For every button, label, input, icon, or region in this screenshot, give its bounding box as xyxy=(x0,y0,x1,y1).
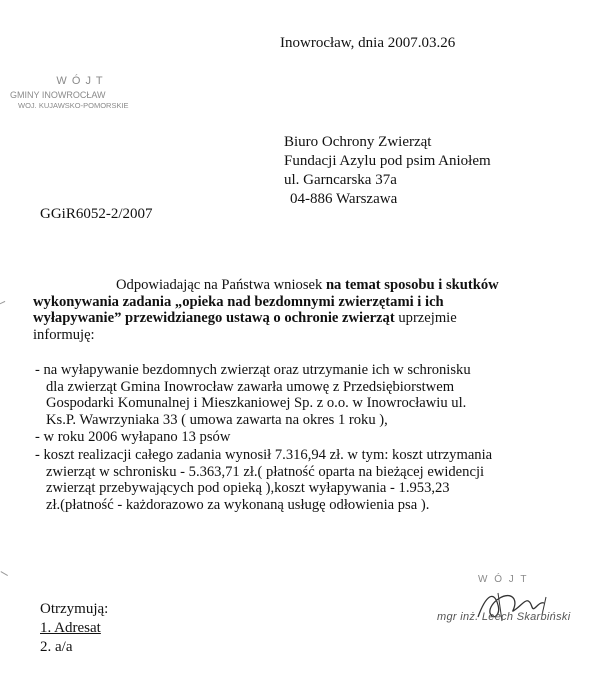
list-line: Ks.P. Wawrzyniaka 33 ( umowa zawarta na okres 1 roku ), xyxy=(46,411,388,428)
list-item xyxy=(35,447,492,513)
body-line-1 xyxy=(33,277,568,294)
letter-body xyxy=(33,277,568,343)
body-text: uprzejmie xyxy=(394,310,457,327)
stamp-title: W Ó J T xyxy=(56,75,104,87)
office-stamp xyxy=(10,75,150,110)
recipient-line-1: Biuro Ochrony Zwierząt xyxy=(284,134,432,150)
list-item xyxy=(35,429,492,446)
recipient-item-1: 1. Adresat xyxy=(40,620,101,636)
body-line-2: wykonywania zadania „opieka nad bezdomnymi zwierzętami i ich xyxy=(33,293,444,310)
list-line: - na wyłapywanie bezdomnych zwierząt oraz utrzymanie ich w schronisku xyxy=(35,362,471,378)
list-line: - koszt realizacji całego zadania wynosił 7.316,94 zł. w tym: koszt utrzymania xyxy=(35,446,493,463)
stamp-line-2: WOJ. KUJAWSKO-POMORSKIE xyxy=(18,101,129,110)
body-text: Odpowiadając na Państwa wniosek xyxy=(116,277,326,293)
body-line-3 xyxy=(33,310,568,327)
reference-number: GGiR6052-2/2007 xyxy=(40,206,153,222)
recipients-block xyxy=(40,600,108,657)
body-line-4: informuję: xyxy=(33,326,95,343)
list-item xyxy=(35,362,492,428)
list-line: dla zwierząt Gmina Inowrocław zawarła umowę z Przedsiębiorstwem xyxy=(46,378,455,395)
recipients-heading: Otrzymują: xyxy=(40,601,109,617)
recipient-line-2: Fundacji Azylu pod psim Aniołem xyxy=(284,153,491,169)
list-line: zwierząt przebywających pod opieką ),koszt wyłapywania - 1.953,23 xyxy=(46,480,450,497)
margin-mark xyxy=(0,301,7,307)
body-bold-text: na temat sposobu i skutków xyxy=(325,277,499,293)
list-line: zł.(płatność - każdorazowo za wykonaną usługę odłowienia psa ). xyxy=(46,496,430,513)
recipient-line-3: ul. Garncarska 37a xyxy=(284,172,397,188)
stamp-line-1: GMINY INOWROCŁAW xyxy=(10,90,106,100)
list-line: - w roku 2006 wyłapano 13 psów xyxy=(35,429,231,446)
recipient-address xyxy=(284,133,491,209)
list-line: zwierząt w schronisku - 5.363,71 zł.( płatność oparta na bieżącej ewidencji xyxy=(46,463,485,480)
signature-stamp-title: W Ó J T xyxy=(478,574,529,585)
info-list xyxy=(35,362,492,513)
signatory-name: mgr inż. Leech Skarbiński xyxy=(437,611,571,623)
recipient-line-4: 04-886 Warszawa xyxy=(290,191,398,207)
list-line: Gospodarki Komunalnej i Mieszkaniowej Sp. z o.o. w Inowrocławiu ul. xyxy=(46,395,467,412)
margin-mark xyxy=(0,571,8,577)
place-date: Inowrocław, dnia 2007.03.26 xyxy=(280,35,456,51)
recipient-item-2: 2. a/a xyxy=(40,639,73,655)
body-bold-text: wyłapywanie” przewidzianego ustawą o ochronie zwierząt xyxy=(33,310,395,327)
